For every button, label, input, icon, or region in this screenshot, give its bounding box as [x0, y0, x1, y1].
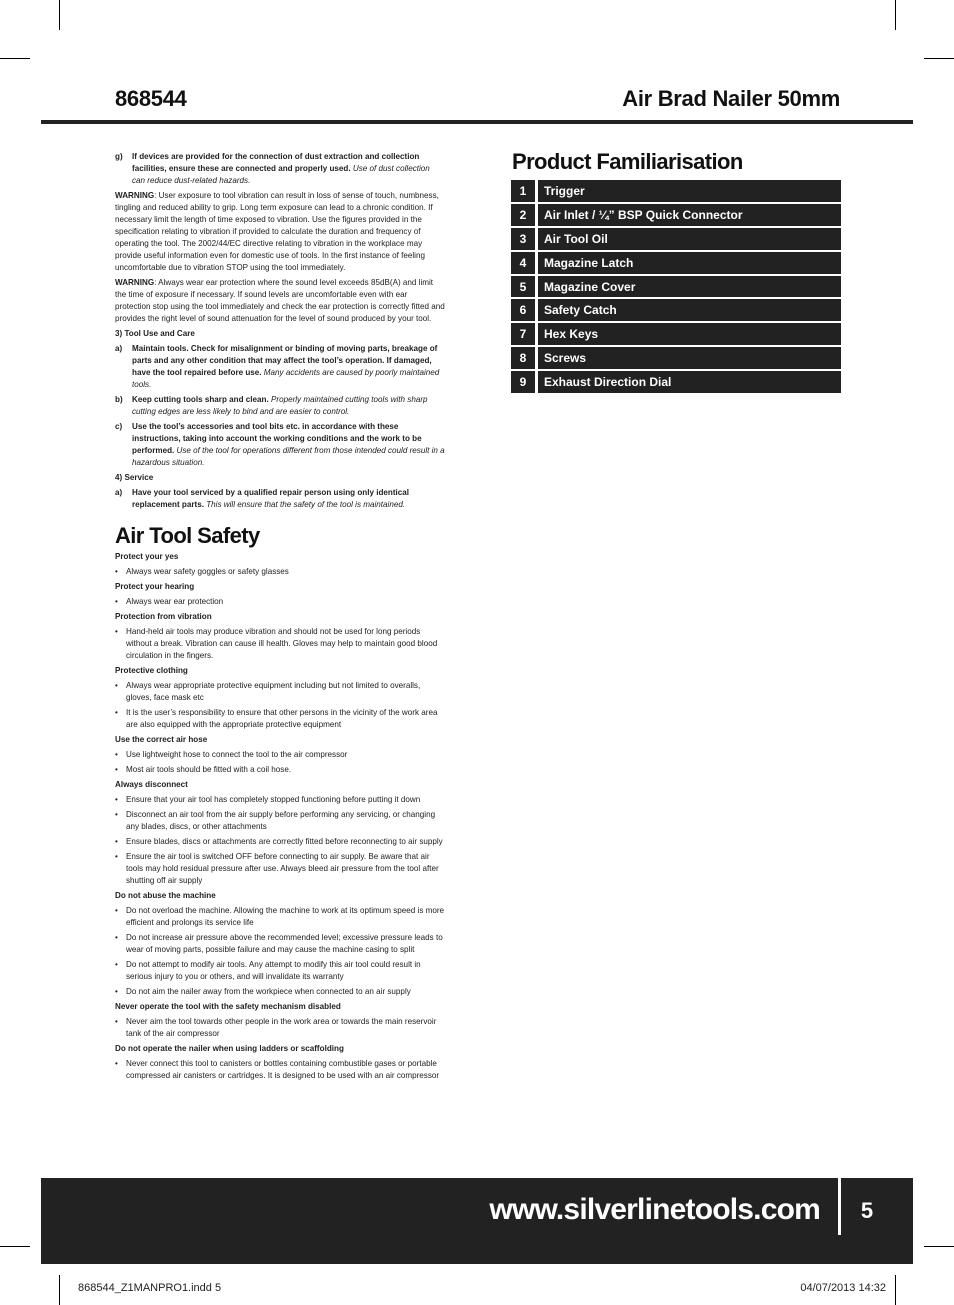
crop-mark: [59, 0, 60, 30]
bullet-icon: •: [115, 837, 118, 846]
familiarisation-row: [511, 371, 841, 395]
bullet-item: [115, 596, 445, 608]
bullet-item: [115, 749, 445, 761]
familiarisation-table: [511, 180, 841, 395]
list-item-g: g) If devices are provided for the connection of dust extraction and collection facilities, ensure these are connected and properly used. Use of dust collection can reduce dust-related hazards.: [115, 152, 430, 185]
safety-group-heading: Protect your hearing: [115, 582, 195, 591]
page-number: 5: [860, 1198, 874, 1223]
bullet-text: Do not overload the machine. Allowing the machine to work at its optimum speed is more efficient and prolongs its service life: [126, 906, 445, 927]
crop-mark: [924, 1246, 954, 1247]
safety-group-heading: Do not operate the nailer when using ladders or scaffolding: [115, 1044, 344, 1053]
part-name: Magazine Latch: [538, 252, 841, 274]
bullet-icon: •: [115, 810, 118, 819]
left-column: [115, 151, 445, 1085]
crop-mark: [0, 58, 30, 59]
slug-date: 04/07/2013 14:32: [800, 1282, 886, 1294]
air-tool-safety-title: Air Tool Safety: [115, 523, 260, 548]
bullet-item: [115, 836, 445, 848]
slug-file: 868544_Z1MANPRO1.indd 5: [78, 1282, 222, 1294]
bullet-icon: •: [115, 852, 118, 861]
bullet-item: [115, 764, 445, 776]
bullet-icon: •: [115, 681, 118, 690]
part-number: 9: [511, 371, 535, 393]
bullet-item: [115, 1016, 445, 1040]
bullet-item: [115, 905, 445, 929]
bullet-text: Do not increase air pressure above the recommended level; excessive pressure leads to wear of moving parts, possible failure and may cause the machine casing to split: [126, 933, 443, 954]
bullet-icon: •: [115, 597, 118, 606]
bullet-icon: •: [115, 906, 118, 915]
safety-group-heading: Always disconnect: [115, 780, 188, 789]
bullet-text: Do not attempt to modify air tools. Any attempt to modify this air tool could result in serious injury to you or others, and will invalidate its warranty: [126, 960, 421, 981]
part-number: 7: [511, 323, 535, 345]
bullet-icon: •: [115, 933, 118, 942]
crop-mark: [59, 1275, 60, 1305]
footer-separator: [838, 1178, 841, 1235]
bullet-icon: •: [115, 1059, 118, 1068]
part-number: 2: [511, 204, 535, 226]
part-name: Hex Keys: [538, 323, 841, 345]
bullet-text: Ensure the air tool is switched OFF before connecting to air supply. Be aware that air tools may hold residual pressure after use. Always bleed air pressure from the tool after shutting off air supply: [126, 852, 439, 885]
bullet-text: Always wear safety goggles or safety glasses: [126, 567, 289, 576]
list-item-3b: b) Keep cutting tools sharp and clean. Properly maintained cutting tools with sharp cutting edges are less likely to bind and are easier to control.: [115, 395, 428, 416]
safety-group-heading: Protection from vibration: [115, 612, 212, 621]
bullet-icon: •: [115, 765, 118, 774]
familiarisation-row: [511, 180, 841, 204]
product-title: Air Brad Nailer 50mm: [622, 86, 840, 111]
section-heading-tool-use: 3) Tool Use and Care: [115, 329, 195, 338]
bullet-text: Never connect this tool to canisters or bottles containing combustible gases or portable compressed air canisters or cartridges. It is designed to be used with an air compressor: [126, 1059, 440, 1080]
familiarisation-row: [511, 228, 841, 252]
bullet-item: [115, 986, 445, 998]
bullet-item: [115, 707, 445, 731]
safety-group-heading: Protect your yes: [115, 552, 179, 561]
warning-vibration: WARNING: User exposure to tool vibration can result in loss of sense of touch, numbness, tingling and reduced ability to grip. Long term exposure can lead to a chronic condition. If necessary limit the length of time exposed to vibration. Use the figures provided in the specification relating to vibration if provided to calculate the duration and frequency of operating the tool. The 2002/44/EC directive relating to vibration in the workplace may provide useful information even for domestic use of tools. In the first instance of feeling uncomfortable due to vibration STOP using the tool immediately.: [115, 191, 439, 272]
bullet-text: Never aim the tool towards other people in the work area or towards the main reservoir tank of the air compressor: [126, 1017, 437, 1038]
safety-group-heading: Never operate the tool with the safety mechanism disabled: [115, 1002, 341, 1011]
bullet-item: [115, 1058, 445, 1082]
part-number: 8: [511, 347, 535, 369]
familiarisation-row: [511, 323, 841, 347]
header-rule: [41, 120, 913, 124]
crop-mark: [0, 1246, 30, 1247]
bullet-icon: •: [115, 960, 118, 969]
bullet-icon: •: [115, 987, 118, 996]
page-header: [115, 86, 840, 116]
list-item-4a: a) Have your tool serviced by a qualified repair person using only identical replacement parts. This will ensure that the safety of the tool is maintained.: [115, 488, 410, 509]
bullet-icon: •: [115, 627, 118, 636]
bullet-text: Ensure blades, discs or attachments are correctly fitted before reconnecting to air supply: [126, 837, 443, 846]
bullet-text: Ensure that your air tool has completely stopped functioning before putting it down: [126, 795, 421, 804]
bullet-text: Disconnect an air tool from the air supply before performing any servicing, or changing any blades, discs, or other attachments: [126, 810, 436, 831]
section-heading-service: 4) Service: [115, 473, 154, 482]
part-name: Air Tool Oil: [538, 228, 841, 250]
bullet-item: [115, 680, 445, 704]
familiarisation-row: [511, 276, 841, 300]
bullet-text: Always wear ear protection: [126, 597, 224, 606]
familiarisation-row: [511, 204, 841, 228]
website-url[interactable]: www.silverlinetools.com: [489, 1193, 820, 1226]
crop-mark: [895, 0, 896, 30]
part-number: 1: [511, 180, 535, 202]
bullet-item: [115, 794, 445, 806]
warning-noise: WARNING: Always wear ear protection where the sound level exceeds 85dB(A) and limit the time of exposure if necessary. If sound levels are uncomfortable even with ear protection stop using the tool immediately and check the ear protection is correctly fitted and provides the right level of sound attenuation for the level of sound produced by your tool.: [115, 278, 445, 323]
part-number: 4: [511, 252, 535, 274]
bullet-icon: •: [115, 567, 118, 576]
bullet-item: [115, 959, 445, 983]
bullet-item: [115, 566, 445, 578]
safety-groups: [115, 551, 445, 1082]
safety-group-heading: Do not abuse the machine: [115, 891, 216, 900]
bullet-text: It is the user’s responsibility to ensure that other persons in the vicinity of the work area are also equipped with the appropriate protective equipment: [126, 708, 438, 729]
part-number: 3: [511, 228, 535, 250]
bullet-icon: •: [115, 795, 118, 804]
safety-group-heading: Use the correct air hose: [115, 735, 208, 744]
familiarisation-row: [511, 347, 841, 371]
bullet-item: [115, 809, 445, 833]
bullet-text: Most air tools should be fitted with a coil hose.: [126, 765, 292, 774]
bullet-text: Always wear appropriate protective equipment including but not limited to overalls, gloves, face mask etc: [126, 681, 421, 702]
crop-mark: [924, 58, 954, 59]
part-name: Magazine Cover: [538, 276, 841, 298]
product-code: 868544: [115, 86, 187, 111]
part-name: Trigger: [538, 180, 841, 202]
part-number: 6: [511, 299, 535, 321]
bullet-icon: •: [115, 708, 118, 717]
part-name: Screws: [538, 347, 841, 369]
bullet-icon: •: [115, 750, 118, 759]
part-name: Safety Catch: [538, 299, 841, 321]
familiarisation-row: [511, 252, 841, 276]
bullet-item: [115, 626, 445, 662]
part-number: 5: [511, 276, 535, 298]
part-name: Air Inlet / ¼” BSP Quick Connector: [538, 204, 841, 226]
crop-mark: [895, 1275, 896, 1305]
product-familiarisation-title: Product Familiarisation: [512, 149, 743, 174]
safety-group-heading: Protective clothing: [115, 666, 188, 675]
bullet-text: Hand-held air tools may produce vibration and should not be used for long periods without a break. Vibration can cause ill health. Gloves may help to maintain good blood circulation in the fingers.: [126, 627, 438, 660]
bullet-text: Use lightweight hose to connect the tool to the air compressor: [126, 750, 348, 759]
bullet-icon: •: [115, 1017, 118, 1026]
list-item-3c: c) Use the tool’s accessories and tool bits etc. in accordance with these instructions, taking into account the working conditions and the work to be performed. Use of the tool for operations different from those intended could result in a hazardous situation.: [115, 422, 445, 467]
familiarisation-row: [511, 299, 841, 323]
bullet-text: Do not aim the nailer away from the workpiece when connected to an air supply: [126, 987, 411, 996]
part-name: Exhaust Direction Dial: [538, 371, 841, 393]
bullet-item: [115, 932, 445, 956]
list-item-3a: a) Maintain tools. Check for misalignment or binding of moving parts, breakage of parts and any other condition that may affect the tool’s operation. If damaged, have the tool repaired before use. Many accidents are caused by poorly maintained tools.: [115, 344, 440, 389]
bullet-item: [115, 851, 445, 887]
